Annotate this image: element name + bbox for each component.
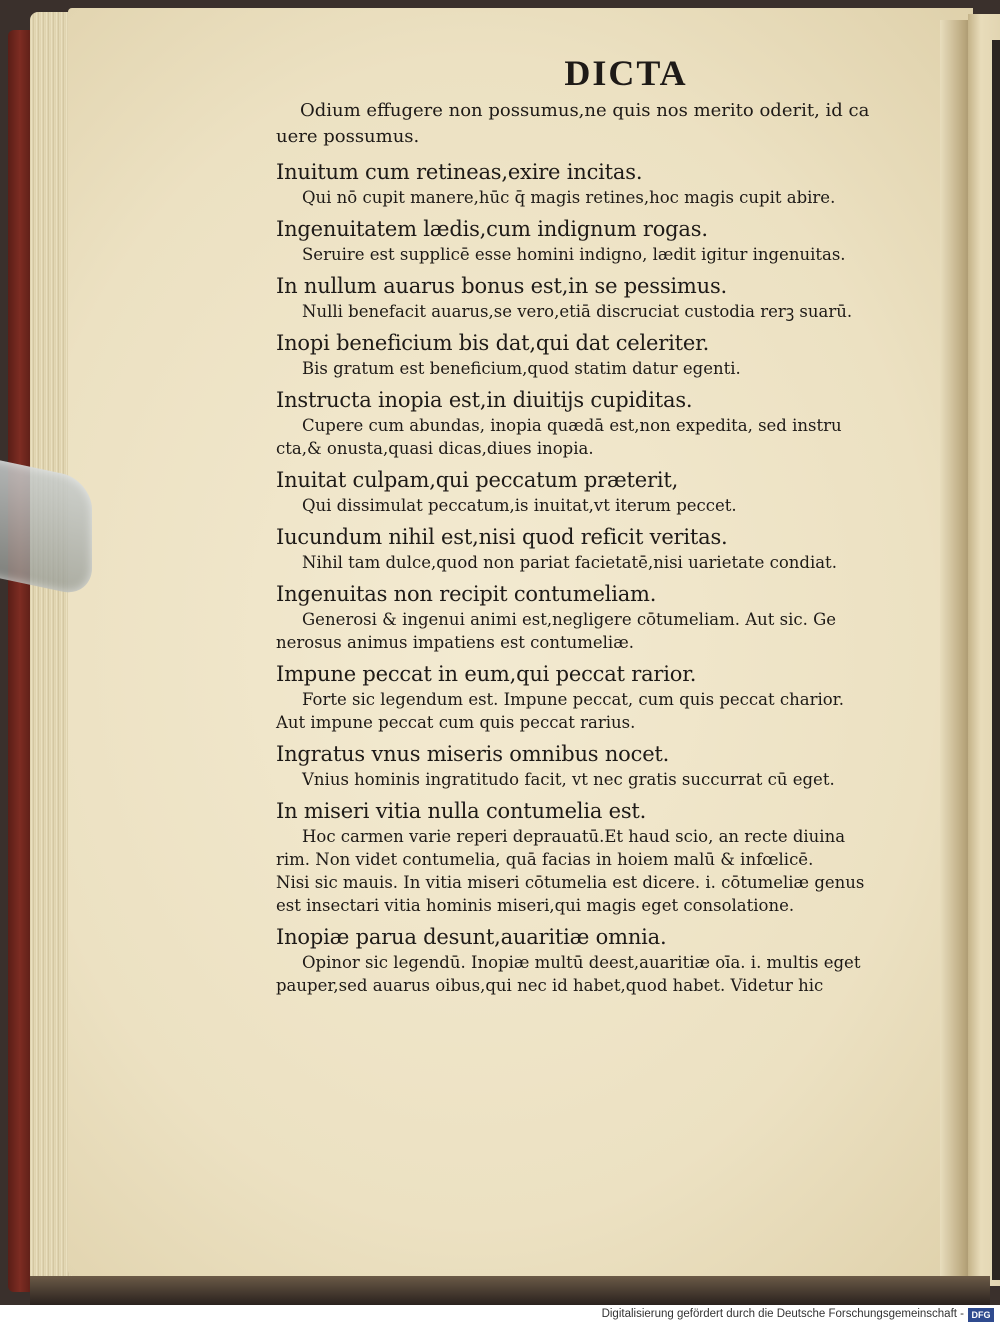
dfg-logo: DFG (968, 1308, 994, 1322)
maxim-line: Iucundum nihil est,nisi quod reficit veritas. (276, 525, 728, 549)
commentary-line: Qui dissimulat peccatum,is inuitat,vt iterum peccet. (302, 496, 737, 515)
dictum-entry (276, 158, 916, 209)
commentary-line: cta,& onusta,quasi dicas,diues inopia. (276, 439, 594, 458)
commentary (276, 243, 916, 266)
dictum-entry (276, 740, 916, 791)
scan-edge (992, 40, 1000, 1280)
maxim-line: In nullum auarus bonus est,in se pessimus. (276, 274, 728, 298)
commentary-line: Seruire est supplicē esse homini indigno, lædit igitur ingenuitas. (302, 245, 846, 264)
commentary (276, 608, 916, 654)
entries-list (276, 158, 916, 997)
dictum-entry (276, 523, 916, 574)
maxim-line: Impune peccat in eum,qui peccat rarior. (276, 662, 697, 686)
maxim-line: Ingenuitatem lædis,cum indignum rogas. (276, 217, 708, 241)
maxim-line: Ingratus vnus miseris omnibus nocet. (276, 742, 670, 766)
commentary-line: Aut impune peccat cum quis peccat rarius. (276, 713, 636, 732)
dictum-entry (276, 215, 916, 266)
commentary-line: Forte sic legendum est. Impune peccat, cum quis peccat charior. (302, 690, 845, 709)
dictum-entry (276, 272, 916, 323)
page-text (276, 52, 916, 1003)
commentary (276, 357, 916, 380)
commentary-line: rim. Non videt contumelia, quā facias in hoiem malū & infœlicē. (276, 850, 814, 869)
dictum-entry (276, 386, 916, 460)
maxim-line: Inuitat culpam,qui peccatum præterit, (276, 468, 679, 492)
commentary-line: Hoc carmen varie reperi deprauatū.Et haud scio, an recte diuina (302, 827, 846, 846)
maxim-line: Inuitum cum retineas,exire incitas. (276, 160, 643, 184)
commentary-line: Qui nō cupit manere,hūc q̄ magis retines,hoc magis cupit abire. (302, 188, 836, 207)
commentary (276, 768, 916, 791)
commentary (276, 186, 916, 209)
commentary-line: Cupere cum abundas, inopia quædā est,non expedita, sed instru (302, 416, 842, 435)
commentary (276, 551, 916, 574)
intro-line: uere possumus. (276, 126, 420, 147)
maxim-line: Inopi beneficium bis dat,qui dat celeriter. (276, 331, 710, 355)
commentary (276, 414, 916, 460)
dictum-entry (276, 466, 916, 517)
dictum-entry (276, 329, 916, 380)
commentary-line: Bis gratum est beneficium,quod statim datur egenti. (302, 359, 741, 378)
commentary-line: Opinor sic legendū. Inopiæ multū deest,auaritiæ oīa. i. multis eget (302, 953, 861, 972)
footer-bar (0, 1305, 1000, 1326)
page-bottom-shadow (30, 1276, 990, 1305)
dictum-entry (276, 660, 916, 734)
commentary-line: Vnius hominis ingratitudo facit, vt nec gratis succurrat cū eget. (302, 770, 835, 789)
maxim-line: Inopiæ parua desunt,auaritiæ omnia. (276, 925, 667, 949)
dictum-entry (276, 923, 916, 997)
commentary-line: Nihil tam dulce,quod non pariat facietatē,nisi uarietate condiat. (302, 553, 837, 572)
commentary (276, 300, 916, 323)
funding-credit: Digitalisierung gefördert durch die Deutsche Forschungsgemeinschaft - (601, 1308, 964, 1320)
commentary-line: Nisi sic mauis. In vitia miseri cōtumelia est dicere. i. cōtumeliæ genus (276, 873, 865, 892)
intro-line: Odium effugere non possumus,ne quis nos merito oderit, id ca (300, 100, 870, 121)
running-head: DICTA (564, 53, 688, 93)
dictum-entry (276, 797, 916, 917)
intro-paragraph (276, 98, 916, 150)
commentary (276, 951, 916, 997)
commentary-line: Generosi & ingenui animi est,negligere cōtumeliam. Aut sic. Ge (302, 610, 837, 629)
maxim-line: Instructa inopia est,in diuitijs cupiditas. (276, 388, 693, 412)
commentary (276, 494, 916, 517)
commentary-line: pauper,sed auarus oibus,qui nec id habet,quod habet. Videtur hic (276, 976, 824, 995)
commentary-line: Nulli benefacit auarus,se vero,etiā discruciat custodia rerꝫ suarū. (302, 302, 853, 321)
commentary-line: nerosus animus impatiens est contumeliæ. (276, 633, 634, 652)
maxim-line: In miseri vitia nulla contumelia est. (276, 799, 647, 823)
commentary (276, 688, 916, 734)
maxim-line: Ingenuitas non recipit contumeliam. (276, 582, 657, 606)
commentary (276, 825, 916, 917)
dictum-entry (276, 580, 916, 654)
commentary-line: est insectari vitia hominis miseri,qui magis eget consolatione. (276, 896, 795, 915)
